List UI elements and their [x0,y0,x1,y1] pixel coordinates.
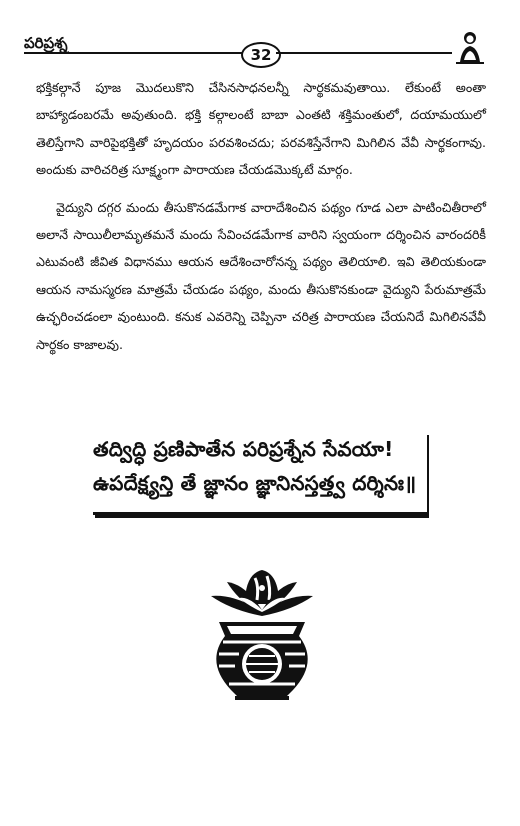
paragraph-2: వైద్యుని దగ్గర మందు తీసుకొనడమేగాక వారాదేశించిన పథ్యం గూడ ఎలా పాటించితీరాలో అలానే సాయిలీలామృతమనే మందు సేవించడమేగాక వారిని స్వయంగా దర్శించిన వారందరికీ ఎటువంటి జీవిత విధానము ఆయన ఆదేశించారోనన్న పథ్యం తెలియాలి. ఇవి తెలియకుండా ఆయన నామస్మరణ మాత్రమే చేయడం పథ్యం, మందు తీసుకొనకుండా వైద్యుని పేరుమాత్రమే ఉచ్ఛరించడంలా వుంటుంది. కనుక ఎవరెన్ని చెప్పినా చరిత్ర పారాయణ చేయనిదే మిగిలినవేవీ సార్థకం కాజాలవు. [36,199,486,352]
verse-line-2: ఉపదేక్ష్యన్తి తే జ్ఞానం జ్ఞానినస్తత్త్వ దర్శినః॥ [93,471,417,495]
sai-baba-emblem-icon [452,30,488,64]
body-text [36,74,486,358]
page-header [0,0,520,66]
page-number: 32 [241,42,281,68]
verse-box [93,432,427,515]
header-rule-left [24,52,244,54]
kalasham-pot-icon [205,566,319,702]
paragraph-1: భక్తికల్గానే పూజ మొదలుకొని చేసినసాధనలన్నీ సార్థకమవుతాయి. లేకుంటే అంతా బాహ్యాడంబరమే అవుతుంది. భక్తి కల్గాలంటే బాబా ఎంతటి శక్తిమంతులో, దయామయులో తెలిస్తేగాని వారిపైభక్తితో హృదయం పరవశించదు; పరవశిస్తేనేగాని మిగిలిన వేవీ సార్థకంగావు. అందుకు వారిచరిత్ర సూక్ష్మంగా పారాయణ చేయడమొక్కటే మార్గం. [36,80,486,178]
header-rule-right [276,52,452,54]
verse-line-1: తద్విద్ధి ప్రణిపాతేన పరిప్రశ్నేన సేవయా! [93,437,394,461]
header-title: పరిప్రశ్న [24,34,68,52]
